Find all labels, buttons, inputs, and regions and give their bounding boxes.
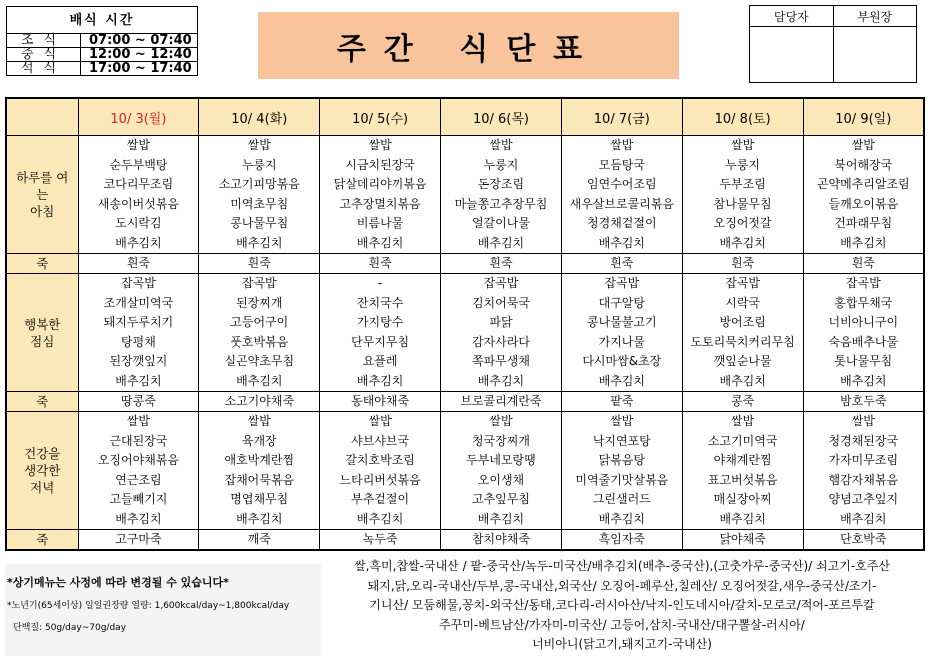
origin-line: 돼지,닭,오리-국내산/두부,콩-국내산,외국산/ 오징어-페루산,칠레산/ 오징어젓갈,새우-중국산/조기- <box>367 578 877 593</box>
menu-item: 건파래무침 <box>834 216 893 230</box>
porridge-cell: 닭야채죽 <box>682 530 803 551</box>
approval-sign-box <box>749 5 917 83</box>
menu-cell <box>682 274 803 392</box>
menu-item: 배추김치 <box>236 235 283 250</box>
porridge-cell: 고구마죽 <box>78 530 199 551</box>
menu-item: 고등어구이 <box>230 315 289 329</box>
menu-item: 배추김치 <box>115 235 162 250</box>
menu-item: 쌀밥 <box>851 414 875 428</box>
porridge-label: 죽 <box>6 530 78 551</box>
menu-item: 배추김치 <box>598 235 645 250</box>
menu-item: 시금치된장국 <box>345 157 415 172</box>
meal-section-label-line: 건강을 <box>24 446 61 461</box>
menu-cell <box>320 274 441 392</box>
menu-item: 쌀밥 <box>247 414 271 428</box>
day-header: 10/ 6(목) <box>441 98 562 136</box>
menu-item: 청경채된장국 <box>828 433 899 448</box>
meal-section-label <box>6 412 78 530</box>
meal-section-label <box>6 274 78 392</box>
menu-item: 배추김치 <box>356 235 404 250</box>
menu-item: 파닭 <box>489 315 513 329</box>
porridge-label: 죽 <box>6 392 78 412</box>
menu-item: 배추김치 <box>840 373 887 388</box>
menu-cell <box>682 412 803 530</box>
meal-section-label <box>6 136 78 254</box>
menu-cell <box>78 136 199 254</box>
porridge-cell: 참치야채죽 <box>441 530 562 551</box>
menu-item: 배추김치 <box>477 511 525 526</box>
menu-item: 비름나물 <box>356 216 404 230</box>
menu-item: 다시마쌈&초장 <box>582 354 662 368</box>
porridge-cell: 소고기야채죽 <box>199 392 320 412</box>
menu-item: 육개장 <box>241 433 277 448</box>
porridge-row <box>6 392 924 412</box>
menu-item: 청경채겉절이 <box>587 216 657 230</box>
menu-item: 김치어묵국 <box>471 295 530 310</box>
menu-item: 풋호박볶음 <box>230 334 289 349</box>
menu-item: 가지탕수 <box>356 315 404 329</box>
meal-section-label-line: 점심 <box>30 333 55 349</box>
menu-item: 시락국 <box>725 295 761 310</box>
porridge-label: 죽 <box>6 254 78 274</box>
menu-item: 배추김치 <box>115 373 162 388</box>
menu-item: 요플레 <box>362 354 398 368</box>
meal-section-label-line: 아침 <box>30 204 55 219</box>
menu-item: 쌀밥 <box>489 414 513 428</box>
menu-item: 숙음배추나물 <box>828 334 899 349</box>
porridge-cell: 깨죽 <box>199 530 320 551</box>
menu-item: 배추김치 <box>477 235 525 250</box>
porridge-cell: 팥죽 <box>561 392 682 412</box>
menu-item: 곤약메추리알조림 <box>816 177 910 191</box>
menu-item: 배추김치 <box>719 235 766 250</box>
page-title: 주간 식단표 <box>258 12 679 79</box>
menu-item: 근대된장국 <box>109 433 168 448</box>
menu-item: 배추김치 <box>598 373 645 388</box>
menu-item: 닭볶음탕 <box>598 453 645 467</box>
menu-item: 단무지무침 <box>351 334 410 349</box>
day-header: 10/ 3(월) <box>78 98 199 136</box>
menu-item: 오징어젓갈 <box>713 216 772 230</box>
menu-item: 배추김치 <box>598 511 645 526</box>
meal-lunch-label: 중식 <box>7 48 81 62</box>
menu-item: 들깨오이볶음 <box>828 196 899 211</box>
serving-time-title: 배식 시간 <box>7 7 198 34</box>
menu-item: 고추잎무침 <box>471 492 530 506</box>
menu-item: 오이생채 <box>477 472 525 487</box>
protein-recommendation-note: 단백질: 50g/day~70g/day <box>13 623 127 633</box>
day-header: 10/ 8(토) <box>682 98 803 136</box>
menu-cell <box>78 274 199 392</box>
menu-item: 돼지두루치기 <box>103 315 174 329</box>
menu-item: 쌀밥 <box>126 414 151 428</box>
meal-row <box>6 412 924 530</box>
menu-item: 배추김치 <box>840 235 887 250</box>
corner-cell <box>6 98 78 136</box>
porridge-cell: 땅콩죽 <box>78 392 199 412</box>
menu-item: 닭살데리야끼볶음 <box>333 177 427 191</box>
porridge-cell: 밤호두죽 <box>803 392 924 412</box>
sign-label-deputy: 부원장 <box>833 6 917 27</box>
menu-cell <box>561 274 682 392</box>
porridge-cell: 흰죽 <box>561 254 682 274</box>
porridge-cell: 동태야채죽 <box>320 392 441 412</box>
menu-item: 콩나물무침 <box>230 216 289 230</box>
menu-item: 두부조림 <box>719 177 766 191</box>
porridge-cell: 녹두죽 <box>320 530 441 551</box>
meal-section-label-line: 생각한 <box>24 463 61 478</box>
porridge-cell: 흰죽 <box>682 254 803 274</box>
menu-item: 코다리무조림 <box>103 177 174 191</box>
menu-item: 잡곡밥 <box>241 276 277 290</box>
menu-item: 홍합무채국 <box>834 295 893 310</box>
menu-item: 고추장멸치볶음 <box>339 196 421 211</box>
menu-item: 탕평채 <box>121 334 156 349</box>
menu-cell <box>78 412 199 530</box>
menu-item: 배추김치 <box>840 511 887 526</box>
menu-item: 쪽파무생채 <box>471 354 530 368</box>
menu-item: 새우살브로콜리볶음 <box>569 196 674 211</box>
menu-cell <box>561 136 682 254</box>
meal-breakfast-time: 07:00 ~ 07:40 <box>81 34 198 48</box>
menu-item: 잡곡밥 <box>845 276 881 290</box>
menu-item: 누룽지 <box>241 157 277 172</box>
day-header: 10/ 4(화) <box>199 98 320 136</box>
menu-cell <box>441 412 562 530</box>
menu-cell <box>803 274 924 392</box>
menu-item: 누룽지 <box>725 157 761 172</box>
menu-item: 도토리묵치커리무침 <box>690 334 795 349</box>
menu-item: 얼갈이나물 <box>471 216 530 230</box>
menu-item: 연근조림 <box>115 472 162 487</box>
menu-item: 배추김치 <box>356 511 404 526</box>
menu-item: 모듬탕국 <box>598 157 645 172</box>
menu-item: 방어조림 <box>719 315 766 329</box>
menu-item: 잡곡밥 <box>121 276 156 290</box>
serving-time-table <box>6 6 198 76</box>
menu-item: 임연수어조림 <box>587 177 657 191</box>
menu-item: 배추김치 <box>719 511 766 526</box>
menu-item: 감자사라다 <box>471 334 530 349</box>
menu-item: 배추김치 <box>236 373 283 388</box>
meal-row <box>6 136 924 254</box>
menu-item: 그린샐러드 <box>592 492 651 506</box>
menu-item: 쌀밥 <box>126 138 151 152</box>
sign-cell-deputy <box>833 27 917 83</box>
menu-item: 샤브샤브국 <box>351 433 410 448</box>
menu-item: 콩나물불고기 <box>587 315 657 329</box>
menu-cell <box>441 136 562 254</box>
menu-item: 미역줄기맛살볶음 <box>575 472 669 487</box>
menu-item: 쌀밥 <box>610 414 634 428</box>
menu-item: 갈치호박조림 <box>345 453 415 467</box>
menu-item: 잡곡밥 <box>725 276 761 290</box>
menu-item: 잡곡밥 <box>483 276 519 290</box>
menu-item: 돈장조림 <box>477 177 525 191</box>
porridge-row <box>6 254 924 274</box>
menu-cell <box>199 136 320 254</box>
menu-item: 미역초무침 <box>230 196 289 211</box>
menu-item: 톳나물무침 <box>834 354 893 368</box>
meal-dinner-time: 17:00 ~ 17:40 <box>81 62 198 76</box>
meal-section-label-line: 행복한 <box>24 316 61 332</box>
sign-label-manager: 담당자 <box>750 6 834 27</box>
porridge-cell: 흰죽 <box>320 254 441 274</box>
menu-cell <box>320 136 441 254</box>
menu-item: 쌀밥 <box>368 138 392 152</box>
menu-item: 쌀밥 <box>247 138 271 152</box>
menu-item: 된장깻잎지 <box>109 354 168 368</box>
porridge-row <box>6 530 924 551</box>
menu-item: 배추김치 <box>477 373 525 388</box>
menu-item: 잔치국수 <box>356 295 404 310</box>
menu-item: 쌀밥 <box>851 138 875 152</box>
menu-item: 가지나물 <box>598 334 645 349</box>
day-header: 10/ 7(금) <box>561 98 682 136</box>
menu-item: 느타리버섯볶음 <box>339 472 421 487</box>
menu-item: 누룽지 <box>483 157 519 172</box>
menu-item: 표고버섯볶음 <box>707 472 778 487</box>
menu-item: 소고기피망볶음 <box>218 177 300 191</box>
menu-item: 잡채어묵볶음 <box>224 472 295 487</box>
menu-item: 낙지연포탕 <box>592 433 651 448</box>
menu-item: 실곤약초무침 <box>224 354 295 368</box>
menu-item: 배추김치 <box>236 511 283 526</box>
menu-item: 된장찌개 <box>236 295 283 310</box>
menu-item: 배추김치 <box>115 511 162 526</box>
weekly-menu-table <box>5 97 925 551</box>
menu-item: 참나물무침 <box>713 196 772 211</box>
porridge-cell: 흰죽 <box>441 254 562 274</box>
menu-cell <box>682 136 803 254</box>
menu-item: 쌀밥 <box>489 138 513 152</box>
meal-section-label-line: 하루를 여 <box>16 170 69 185</box>
menu-item: 쌀밥 <box>368 414 392 428</box>
meal-lunch-time: 12:00 ~ 12:40 <box>81 48 198 62</box>
origin-line: 쌀,흑미,찹쌀-국내산 / 팥-중국산/녹두-미국산/배추김치(배추-중국산),(고춧가루-중국산)/ 쇠고기-호주산 <box>354 559 890 573</box>
menu-item: 북어해장국 <box>834 157 893 172</box>
ingredient-origin-info <box>322 557 922 655</box>
porridge-cell: 흰죽 <box>199 254 320 274</box>
porridge-cell: 흰죽 <box>803 254 924 274</box>
energy-recommendation-note: *노년기(65세이상) 일일권장량 열량: 1,600kcal/day~1,800kcal/day <box>7 601 290 611</box>
menu-item: 청국장찌개 <box>471 433 530 448</box>
meal-dinner-label: 석식 <box>7 62 81 76</box>
menu-item: 잡곡밥 <box>604 276 640 290</box>
menu-item: 대구알탕 <box>598 295 645 310</box>
menu-item: 애호박계란찜 <box>224 453 295 467</box>
porridge-cell: 콩죽 <box>682 392 803 412</box>
origin-line: 너비아니(닭고기,돼지고기-국내산) <box>532 637 712 651</box>
menu-item: 야채계란찜 <box>713 453 772 467</box>
menu-item: 쌀밥 <box>731 138 755 152</box>
day-header: 10/ 9(일) <box>803 98 924 136</box>
porridge-cell: 흑임자죽 <box>561 530 682 551</box>
menu-item: 고들빼기지 <box>109 492 168 506</box>
origin-line: 기니산/ 모둠해물,꽁치-외국산/동태,코다리-러시아산/낙지-인도네시아/갈치-모로코/적어-포르투칼 <box>369 598 875 612</box>
meal-row <box>6 274 924 392</box>
menu-item: 새송이버섯볶음 <box>97 196 179 211</box>
menu-item: 명엽채무침 <box>230 492 289 506</box>
porridge-cell: 흰죽 <box>78 254 199 274</box>
menu-item: 순두부백탕 <box>109 157 168 172</box>
menu-item: - <box>377 276 383 290</box>
menu-cell <box>803 136 924 254</box>
porridge-cell: 브로콜리계란죽 <box>441 392 562 412</box>
menu-cell <box>441 274 562 392</box>
menu-item: 깻잎순나물 <box>713 354 772 368</box>
menu-item: 쌀밥 <box>731 414 755 428</box>
porridge-cell: 단호박죽 <box>803 530 924 551</box>
menu-item: 소고기미역국 <box>707 433 778 448</box>
day-header-row <box>6 98 924 136</box>
sign-cell-manager <box>750 27 834 83</box>
menu-item: 쌀밥 <box>610 138 634 152</box>
menu-cell <box>199 412 320 530</box>
menu-item: 너비아니구이 <box>828 315 899 329</box>
menu-item: 도시락김 <box>115 216 162 230</box>
menu-item: 가자미무조림 <box>828 453 899 467</box>
menu-cell <box>320 412 441 530</box>
menu-cell <box>199 274 320 392</box>
menu-cell <box>803 412 924 530</box>
meal-section-label-line: 는 <box>36 187 49 202</box>
day-header: 10/ 5(수) <box>320 98 441 136</box>
menu-item: 배추김치 <box>719 373 766 388</box>
menu-item: 두부네모랑땡 <box>466 453 536 467</box>
menu-item: 햄감자채볶음 <box>828 472 899 487</box>
menu-item: 배추김치 <box>356 373 404 388</box>
menu-item: 마늘쫑고추장무침 <box>454 196 548 211</box>
origin-line: 주꾸미-베트남산/가자미-미국산/ 고등어,삼치-국내산/대구뽈살-러시아/ <box>439 617 805 632</box>
menu-item: 부추겉절이 <box>351 492 410 506</box>
menu-cell <box>561 412 682 530</box>
meal-breakfast-label: 조식 <box>7 34 81 48</box>
meal-section-label-line: 저녁 <box>30 480 55 495</box>
menu-item: 양념고추잎지 <box>828 492 899 506</box>
menu-item: 조개살미역국 <box>103 295 174 310</box>
menu-item: 오징어야채볶음 <box>97 453 179 467</box>
menu-item: 매실장아찌 <box>713 492 772 506</box>
menu-change-note: *상기메뉴는 사정에 따라 변경될 수 있습니다* <box>7 576 229 589</box>
